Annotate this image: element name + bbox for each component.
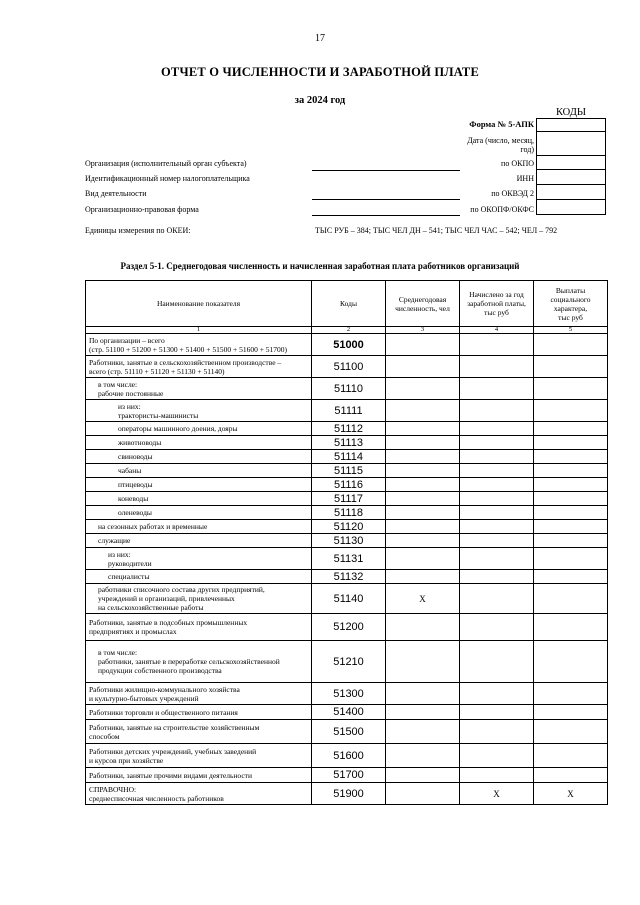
- inn-label: ИНН: [516, 174, 534, 183]
- cell-social-payments[interactable]: [534, 548, 608, 570]
- row-code: 51111: [312, 400, 386, 422]
- organization-label: Организация (исполнительный орган субъекта): [85, 159, 247, 168]
- activity-label: Вид деятельности: [85, 189, 147, 198]
- report-title: ОТЧЕТ О ЧИСЛЕННОСТИ И ЗАРАБОТНОЙ ПЛАТЕ: [161, 65, 479, 79]
- cell-social-payments[interactable]: [534, 422, 608, 436]
- cell-social-payments[interactable]: [534, 356, 608, 378]
- cell-wages[interactable]: [460, 548, 534, 570]
- table-row: [86, 768, 608, 783]
- cell-avg-headcount[interactable]: [386, 400, 460, 422]
- row-name: в том числе: работники, занятые в переработке сельскохозяйственной продукции собственного производства: [86, 641, 312, 683]
- column-number: 2: [312, 327, 386, 334]
- cell-wages[interactable]: [460, 614, 534, 641]
- row-name: Работники, занятые в сельскохозяйственном производстве – всего (стр. 51110 + 51120 + 51130 + 51140): [86, 356, 312, 378]
- cell-social-payments[interactable]: [534, 705, 608, 720]
- indicators-table: [85, 280, 608, 805]
- okpo-label: по ОКПО: [501, 159, 534, 168]
- table-row: [86, 641, 608, 683]
- cell-avg-headcount[interactable]: [386, 478, 460, 492]
- table-row: [86, 436, 608, 450]
- row-code: 51118: [312, 506, 386, 520]
- cell-avg-headcount[interactable]: [386, 744, 460, 768]
- units-label: Единицы измерения по ОКЕИ:: [85, 226, 191, 235]
- cell-social-payments[interactable]: [534, 570, 608, 584]
- cell-social-payments[interactable]: [534, 768, 608, 783]
- col-header-name: Наименование показателя: [86, 281, 312, 327]
- cell-wages[interactable]: [460, 641, 534, 683]
- table-row: [86, 520, 608, 534]
- cell-social-payments[interactable]: [534, 534, 608, 548]
- codes-header: КОДЫ: [555, 107, 587, 118]
- row-code: 51117: [312, 492, 386, 506]
- cell-social-payments[interactable]: [534, 436, 608, 450]
- row-name: Работники детских учреждений, учебных заведений и курсов при хозяйстве: [86, 744, 312, 768]
- date-label-line1: Дата (число, месяц,: [467, 136, 534, 145]
- cell-avg-headcount[interactable]: [386, 548, 460, 570]
- table-row: [86, 614, 608, 641]
- cell-avg-headcount[interactable]: [386, 570, 460, 584]
- cell-wages[interactable]: [460, 570, 534, 584]
- table-row: [86, 584, 608, 614]
- cell-wages[interactable]: [460, 744, 534, 768]
- cell-social-payments[interactable]: [534, 744, 608, 768]
- codes-grid: [536, 118, 606, 215]
- cell-social-payments[interactable]: [534, 400, 608, 422]
- cell-wages[interactable]: [460, 492, 534, 506]
- report-period: за 2024 год: [294, 95, 346, 106]
- table-row: [86, 492, 608, 506]
- row-name: По организации – всего (стр. 51100 + 51200 + 51300 + 51400 + 51500 + 51600 + 51700): [86, 334, 312, 356]
- cell-wages[interactable]: [460, 422, 534, 436]
- cell-avg-headcount[interactable]: [386, 436, 460, 450]
- row-code: 51300: [312, 683, 386, 705]
- table-row: [86, 744, 608, 768]
- row-name: служащие: [86, 534, 312, 548]
- cell-avg-headcount[interactable]: [386, 506, 460, 520]
- table-row: [86, 705, 608, 720]
- row-code: 51100: [312, 356, 386, 378]
- row-name: СПРАВОЧНО: среднесписочная численность работников: [86, 783, 312, 805]
- row-name: операторы машинного доения, дояры: [86, 422, 312, 436]
- cell-avg-headcount[interactable]: [386, 641, 460, 683]
- row-code: 51200: [312, 614, 386, 641]
- row-name: Работники торговли и общественного питания: [86, 705, 312, 720]
- cell-social-payments[interactable]: [534, 506, 608, 520]
- row-code: 51700: [312, 768, 386, 783]
- row-name: чабаны: [86, 464, 312, 478]
- cell-wages[interactable]: [460, 768, 534, 783]
- form-number-label: Форма № 5-АПК: [469, 119, 534, 129]
- row-code: 51500: [312, 720, 386, 744]
- okved-label: по ОКВЭД 2: [491, 189, 534, 198]
- row-code: 51130: [312, 534, 386, 548]
- table-row: [86, 720, 608, 744]
- cell-avg-headcount[interactable]: [386, 422, 460, 436]
- date-label-line2: год): [520, 145, 534, 154]
- cell-avg-headcount[interactable]: [386, 464, 460, 478]
- row-code: 51600: [312, 744, 386, 768]
- table-row: [86, 334, 608, 356]
- row-code: 51120: [312, 520, 386, 534]
- cell-avg-headcount[interactable]: [386, 720, 460, 744]
- row-code: 51900: [312, 783, 386, 805]
- row-code: 51131: [312, 548, 386, 570]
- row-code: 51132: [312, 570, 386, 584]
- legal-form-field-line[interactable]: [312, 215, 460, 216]
- cell-social-payments[interactable]: [534, 683, 608, 705]
- row-name: в том числе: рабочие постоянные: [86, 378, 312, 400]
- table-row: [86, 683, 608, 705]
- row-name: Работники жилищно-коммунального хозяйства и культурно-бытовых учреждений: [86, 683, 312, 705]
- table-row: [86, 783, 608, 805]
- cell-avg-headcount[interactable]: [386, 783, 460, 805]
- row-code: 51114: [312, 450, 386, 464]
- table-row: [86, 534, 608, 548]
- row-name: из них: руководители: [86, 548, 312, 570]
- cell-wages[interactable]: [460, 683, 534, 705]
- row-name: птицеводы: [86, 478, 312, 492]
- table-row: [86, 422, 608, 436]
- row-name: свиноводы: [86, 450, 312, 464]
- cell-social-payments[interactable]: [534, 720, 608, 744]
- row-name: животноводы: [86, 436, 312, 450]
- legal-form-label: Организационно-правовая форма: [85, 205, 199, 214]
- cell-social-payments[interactable]: [534, 334, 608, 356]
- cell-social-payments[interactable]: [534, 478, 608, 492]
- column-number-row: [86, 327, 608, 334]
- cell-social-payments[interactable]: [534, 641, 608, 683]
- cell-avg-headcount[interactable]: [386, 534, 460, 548]
- cell-social-payments[interactable]: [534, 464, 608, 478]
- row-code: 51116: [312, 478, 386, 492]
- row-code: 51113: [312, 436, 386, 450]
- row-code: 51112: [312, 422, 386, 436]
- cell-wages[interactable]: [460, 400, 534, 422]
- col-header-wage: Начислено за год заработной платы, тыс руб: [460, 281, 534, 327]
- cell-wages[interactable]: [460, 705, 534, 720]
- taxpayer-id-label: Идентификационный номер налогоплательщика: [85, 174, 250, 183]
- cell-wages[interactable]: [460, 334, 534, 356]
- cell-avg-headcount[interactable]: [386, 520, 460, 534]
- units-value: ТЫС РУБ – 384; ТЫС ЧЕЛ ДН – 541; ТЫС ЧЕЛ ЧАС – 542; ЧЕЛ – 792: [315, 226, 558, 235]
- table-row: [86, 400, 608, 422]
- cell-wages[interactable]: [460, 534, 534, 548]
- cell-avg-headcount[interactable]: [386, 450, 460, 464]
- row-name: коневоды: [86, 492, 312, 506]
- cell-social-payments[interactable]: [534, 492, 608, 506]
- cell-avg-headcount[interactable]: Х: [386, 584, 460, 614]
- table-row: [86, 570, 608, 584]
- cell-wages[interactable]: [460, 584, 534, 614]
- row-name: Работники, занятые прочими видами деятельности: [86, 768, 312, 783]
- organization-field-line[interactable]: [312, 170, 460, 171]
- section-title: Раздел 5-1. Среднегодовая численность и начисленная заработная плата работников организаций: [120, 261, 520, 271]
- table-row: [86, 548, 608, 570]
- cell-wages[interactable]: Х: [460, 783, 534, 805]
- cell-avg-headcount[interactable]: [386, 768, 460, 783]
- col-header-social: Выплаты социального характера, тыс руб: [534, 281, 608, 327]
- cell-social-payments[interactable]: [534, 450, 608, 464]
- column-number: 4: [460, 327, 534, 334]
- cell-avg-headcount[interactable]: [386, 683, 460, 705]
- cell-avg-headcount[interactable]: [386, 334, 460, 356]
- cell-wages[interactable]: [460, 378, 534, 400]
- cell-wages[interactable]: [460, 520, 534, 534]
- row-name: оленеводы: [86, 506, 312, 520]
- row-code: 51140: [312, 584, 386, 614]
- cell-social-payments[interactable]: [534, 584, 608, 614]
- cell-wages[interactable]: [460, 506, 534, 520]
- row-name: специалисты: [86, 570, 312, 584]
- table-row: [86, 378, 608, 400]
- table-row: [86, 356, 608, 378]
- row-name: работники списочного состава других предприятий, учреждений и организаций, привлеченных на сельскохозяйственные работы: [86, 584, 312, 614]
- row-code: 51110: [312, 378, 386, 400]
- row-code: 51115: [312, 464, 386, 478]
- okopf-label: по ОКОПФ/ОКФС: [470, 205, 534, 214]
- cell-wages[interactable]: [460, 478, 534, 492]
- cell-wages[interactable]: [460, 436, 534, 450]
- table-row: [86, 464, 608, 478]
- cell-social-payments[interactable]: [534, 378, 608, 400]
- cell-wages[interactable]: [460, 464, 534, 478]
- activity-field-line[interactable]: [312, 199, 460, 200]
- cell-avg-headcount[interactable]: [386, 614, 460, 641]
- cell-wages[interactable]: [460, 356, 534, 378]
- row-code: 51400: [312, 705, 386, 720]
- col-header-avg: Среднегодовая численность, чел: [386, 281, 460, 327]
- column-number: 1: [86, 327, 312, 334]
- table-row: [86, 506, 608, 520]
- table-header-row: [86, 281, 608, 327]
- cell-avg-headcount[interactable]: [386, 492, 460, 506]
- row-code: 51210: [312, 641, 386, 683]
- cell-avg-headcount[interactable]: [386, 705, 460, 720]
- cell-wages[interactable]: [460, 450, 534, 464]
- cell-social-payments[interactable]: [534, 520, 608, 534]
- cell-avg-headcount[interactable]: [386, 378, 460, 400]
- cell-social-payments[interactable]: [534, 614, 608, 641]
- table-row: [86, 478, 608, 492]
- col-header-code: Коды: [312, 281, 386, 327]
- row-name: на сезонных работах и временные: [86, 520, 312, 534]
- table-row: [86, 450, 608, 464]
- cell-avg-headcount[interactable]: [386, 356, 460, 378]
- row-code: 51000: [312, 334, 386, 356]
- row-name: Работники, занятые в подсобных промышленных предприятиях и промыслах: [86, 614, 312, 641]
- row-name: из них: трактористы-машинисты: [86, 400, 312, 422]
- page-number: 17: [315, 33, 325, 44]
- row-name: Работники, занятые на строительстве хозяйственным способом: [86, 720, 312, 744]
- cell-social-payments[interactable]: Х: [534, 783, 608, 805]
- cell-wages[interactable]: [460, 720, 534, 744]
- column-number: 3: [386, 327, 460, 334]
- column-number: 5: [534, 327, 608, 334]
